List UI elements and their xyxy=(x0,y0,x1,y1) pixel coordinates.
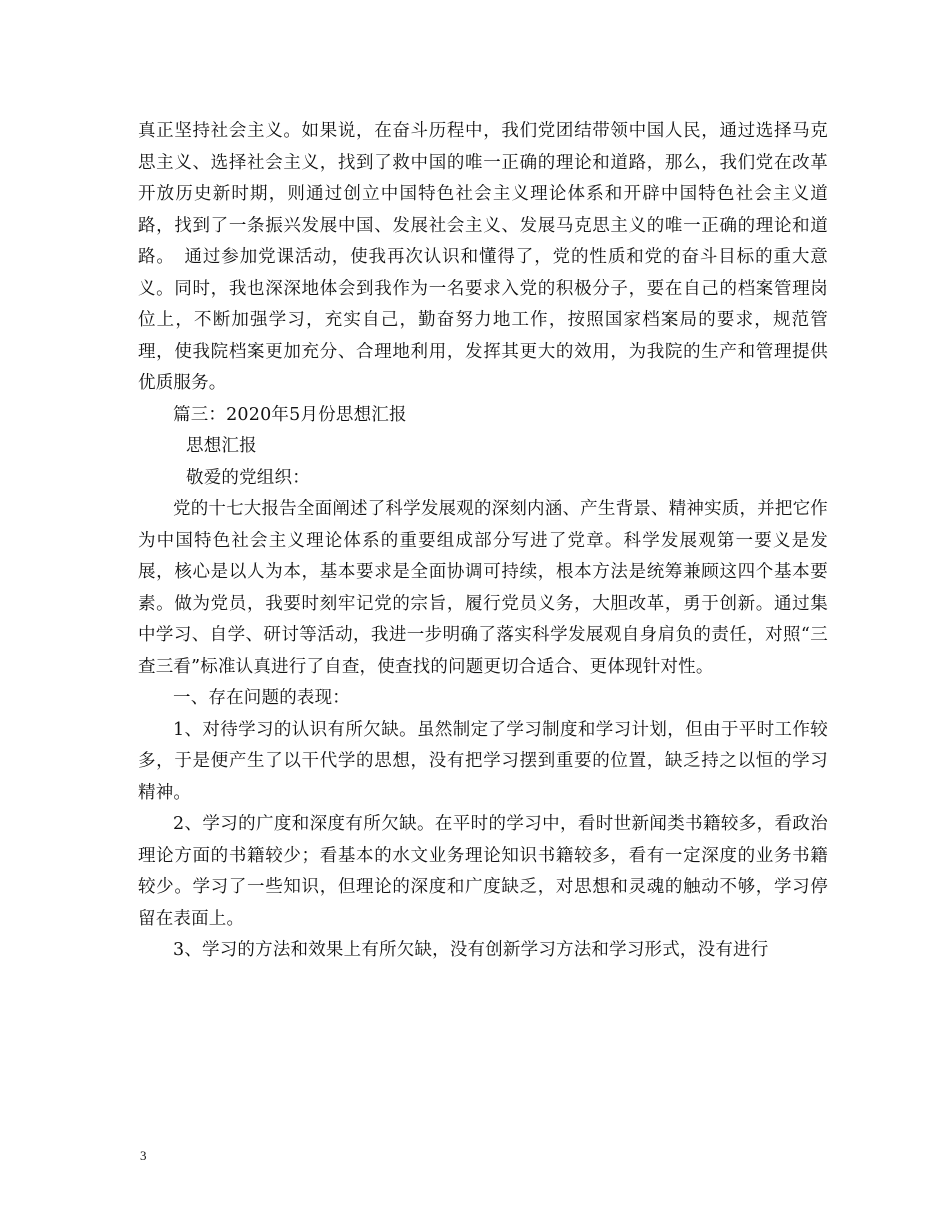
paragraph-continuation: 真正坚持社会主义。如果说，在奋斗历程中，我们党团结带领中国人民，通过选择马克思主义、选择社会主义，找到了救中国的唯一正确的理论和道路，那么，我们党在改革开放历史新时期，则通过创立中国特色社会主义理论体系和开辟中国特色社会主义道路，找到了一条振兴发展中国、发展社会主义、发展马克思主义的唯一正确的理论和道路。 通过参加党课活动，使我再次认识和懂得了，党的性质和党的奋斗目标的重大意义。同时，我也深深地体会到我作为一名要求入党的积极分子，要在自己的档案管理岗位上，不断加强学习，充实自己，勤奋努力地工作，按照国家档案局的要求，规范管理，使我院档案更加充分、合理地利用，发挥其更大的效用，为我院的生产和管理提供优质服务。 xyxy=(138,121,828,393)
page-number: 3 xyxy=(140,1148,147,1163)
section-heading: 篇三：2020年5月份思想汇报 xyxy=(173,404,407,425)
document-body xyxy=(138,116,828,967)
report-title: 思想汇报 xyxy=(186,436,257,456)
salutation: 敬爱的党组织： xyxy=(186,467,310,488)
list-item-2: 2、学习的广度和深度有所欠缺。在平时的学习中，看时世新闻类书籍较多，看政治理论方面的书籍较少；看基本的水文业务理论知识书籍较多，看有一定深度的业务书籍较少。学习了一些知识，但理论的深度和广度缺乏，对思想和灵魂的触动不够，学习停留在表面上。 xyxy=(138,814,828,929)
list-item-1: 1、对待学习的认识有所欠缺。虽然制定了学习制度和学习计划，但由于平时工作较多，于是便产生了以干代学的思想，没有把学习摆到重要的位置，缺乏持之以恒的学习精神。 xyxy=(138,719,828,803)
list-item-3: 3、学习的方法和效果上有所欠缺，没有创新学习方法和学习形式，没有进行 xyxy=(173,940,769,960)
paragraph-intro: 党的十七大报告全面阐述了科学发展观的深刻内涵、产生背景、精神实质，并把它作为中国特色社会主义理论体系的重要组成部分写进了党章。科学发展观第一要义是发展，核心是以人为本，基本要求是全面协调可持续，根本方法是统筹兼顾这四个基本要素。做为党员，我要时刻牢记党的宗旨，履行党员义务，大胆改革，勇于创新。通过集中学习、自学、研讨等活动，我进一步明确了落实科学发展观自身肩负的责任，对照“三查三看”标准认真进行了自查，使查找的问题更切合适合、更体现针对性。 xyxy=(138,499,828,677)
list-heading-problems: 一、存在问题的表现： xyxy=(173,688,350,708)
